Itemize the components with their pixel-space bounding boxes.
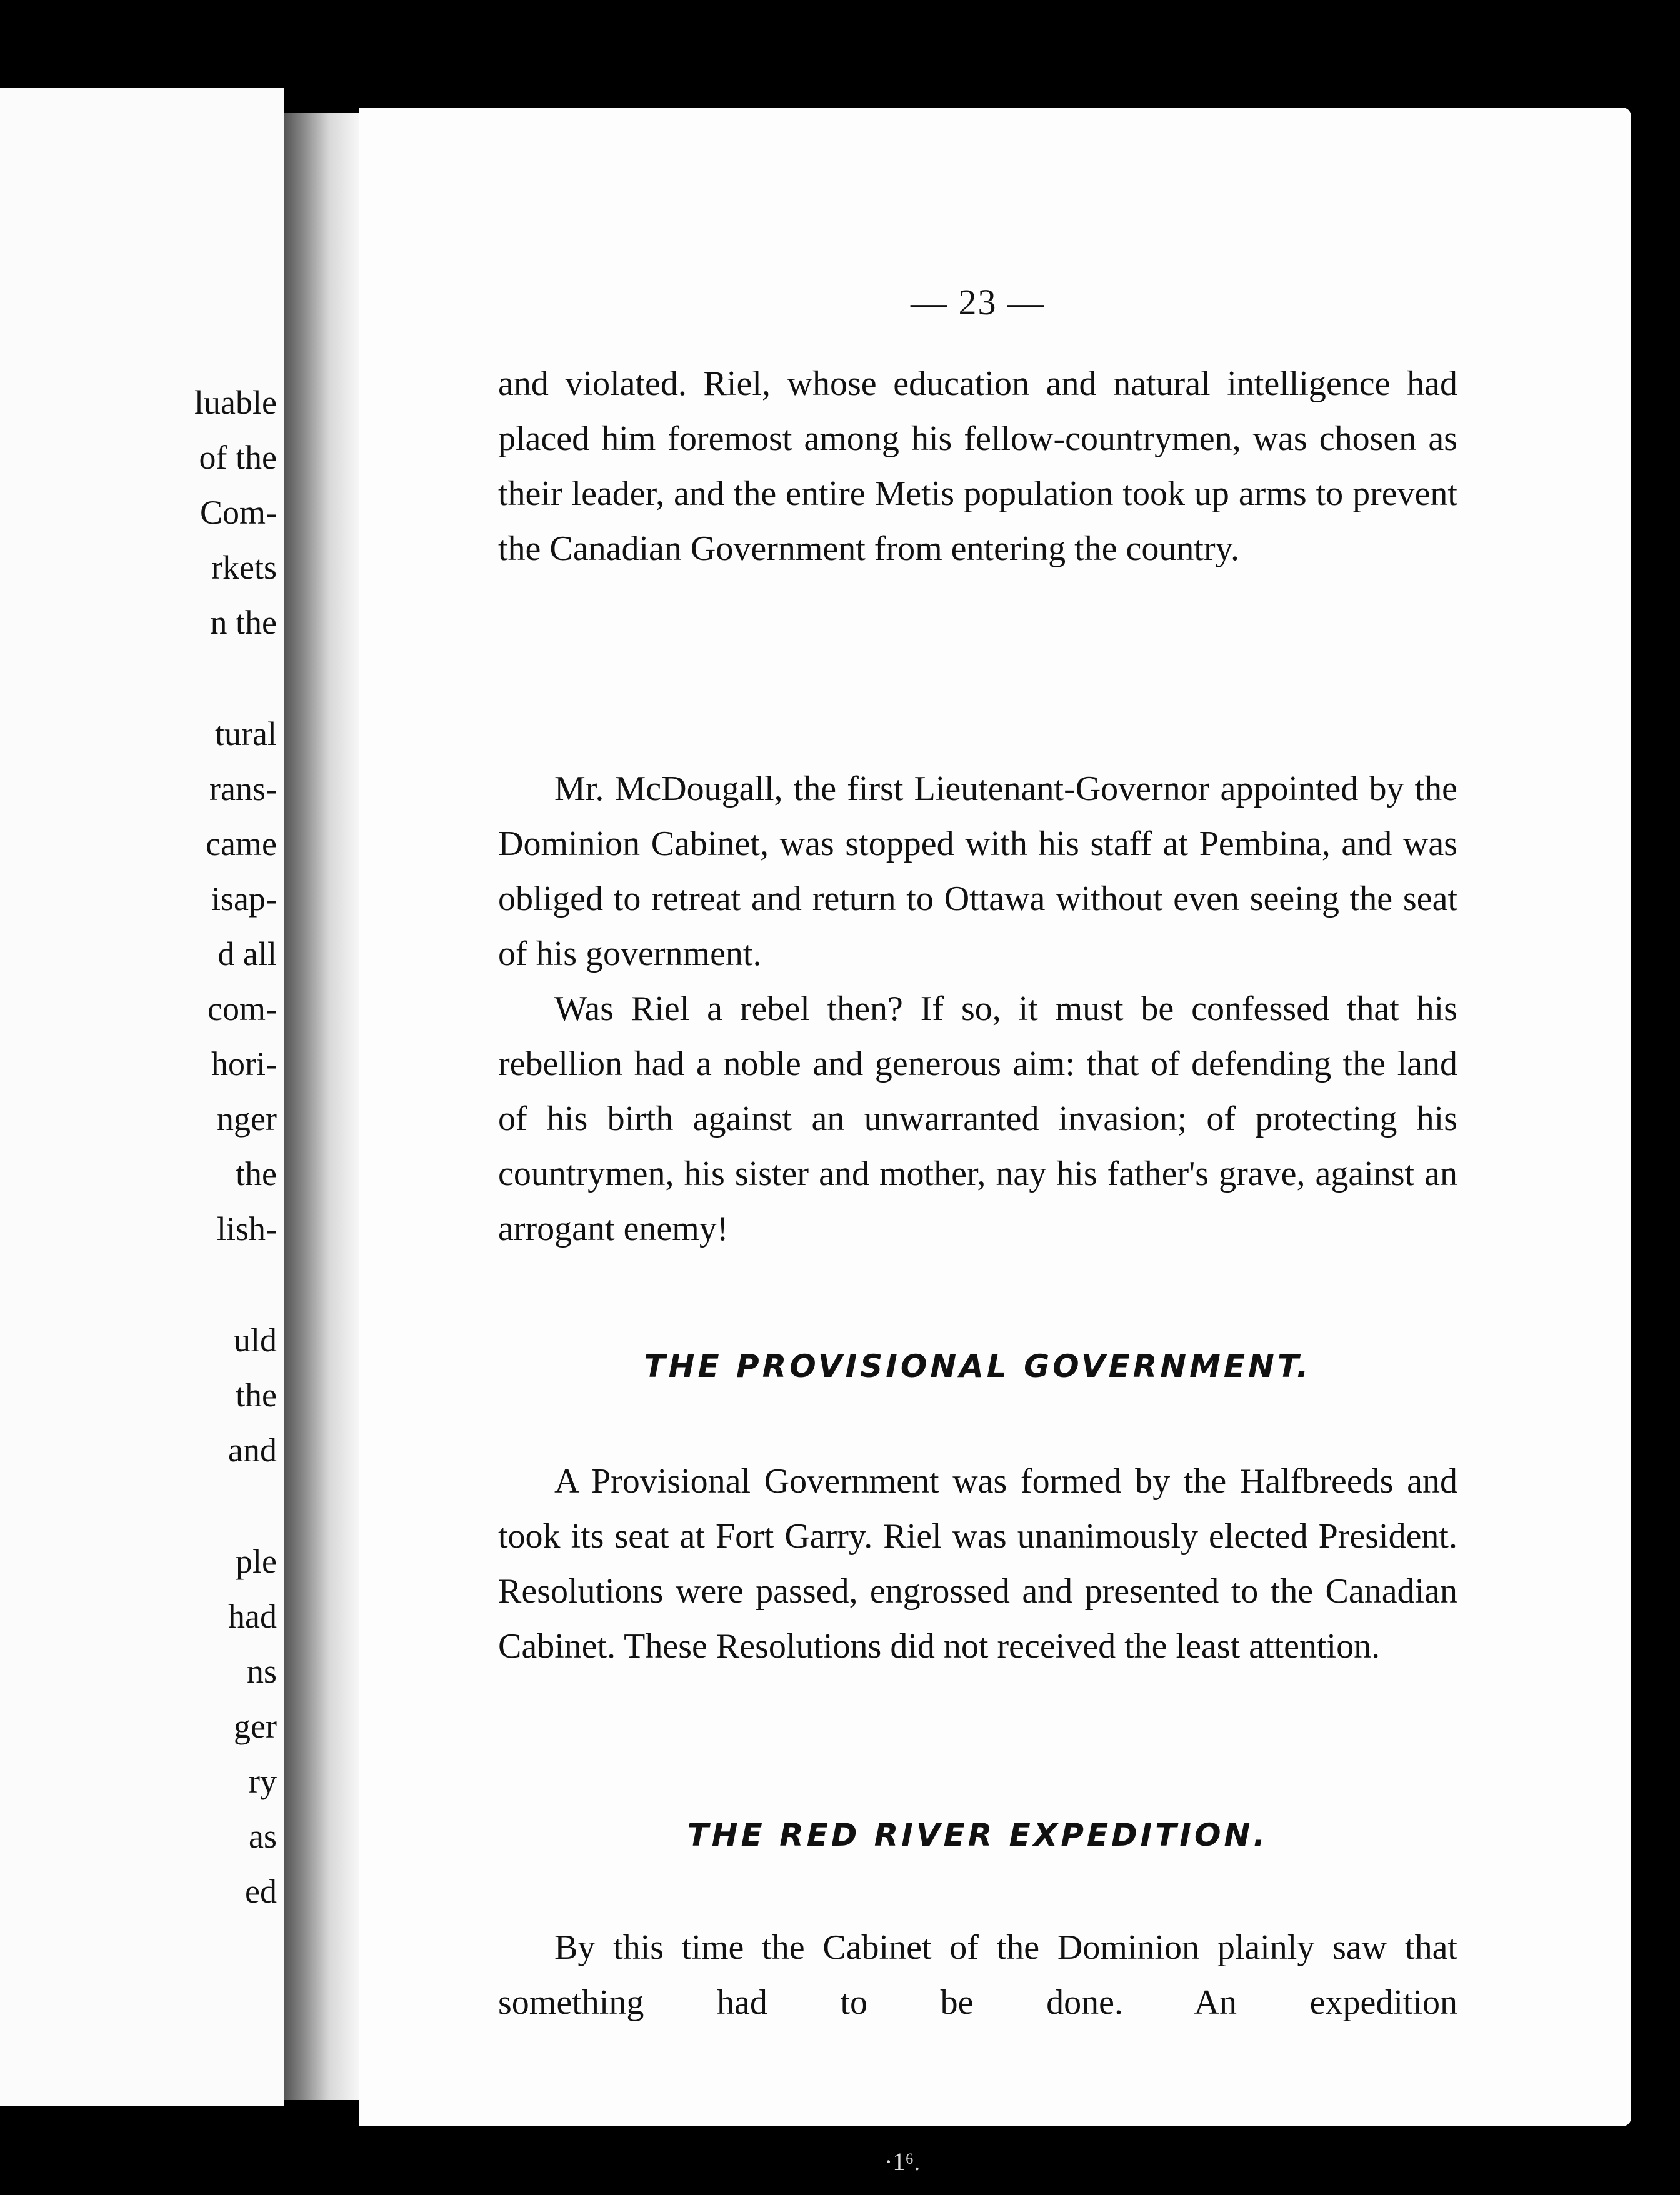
left-page-fragment: and xyxy=(228,1431,277,1469)
left-page-fragment: nger xyxy=(217,1100,277,1138)
scan-mark: ·1⁶. xyxy=(884,2148,921,2176)
left-page-fragment: hori- xyxy=(211,1045,277,1082)
current-page xyxy=(359,108,1631,2126)
left-page-fragment: Com- xyxy=(199,494,277,531)
left-page-fragment: the xyxy=(236,1155,277,1192)
page-number: — 23 — xyxy=(911,282,1045,322)
left-page-fragment: tural xyxy=(215,715,277,752)
left-page-fragment: ns xyxy=(246,1652,277,1690)
left-page-fragment: came xyxy=(206,825,277,862)
left-page-fragment: uld xyxy=(233,1321,277,1359)
left-page-fragment: com- xyxy=(208,990,277,1028)
section-heading-provisional-government: THE PROVISIONAL GOVERNMENT. xyxy=(644,1348,1312,1384)
paragraph-continued: and violated. Riel, whose education and natural intelligence had placed him foremost among his fellow-countrymen, was chosen as their leader, and the entire Metis population took up arms to prevent the Canadian Government from entering the country. xyxy=(498,364,1458,568)
left-page-fragment: luable xyxy=(194,384,277,421)
left-page-fragment: the xyxy=(236,1376,277,1414)
paragraph-mcdougall: Mr. McDougall, the first Lieutenant-Governor appointed by the Dominion Cabinet, was stopped with his staff at Pembina, and was obliged to retreat and return to Ottawa without even seeing the seat of his government. xyxy=(498,769,1458,973)
left-page-fragment: ry xyxy=(249,1762,277,1800)
left-page-fragment: rans- xyxy=(209,770,277,808)
left-page-fragment: ger xyxy=(234,1708,277,1745)
paragraph-provisional-government: A Provisional Government was formed by the Halfbreeds and took its seat at Fort Garry. Riel was unanimously elected President. Resolutions were passed, engrossed and presented to the Canadian Cabinet. These Resolutions did not received the least attention. xyxy=(498,1462,1458,1666)
left-page-fragment: isap- xyxy=(211,880,277,918)
left-page-fragment: of the xyxy=(199,439,277,476)
left-page-fragment: lish- xyxy=(216,1210,277,1248)
left-page-fragment: d all xyxy=(218,935,277,972)
left-page-fragment: as xyxy=(249,1818,277,1855)
section-heading-red-river-expedition: THE RED RIVER EXPEDITION. xyxy=(687,1817,1269,1853)
paragraph-expedition: By this time the Cabinet of the Dominion plainly saw that something had to be done. An expedition xyxy=(498,1928,1458,2022)
left-page-fragment: ed xyxy=(245,1872,277,1910)
previous-page xyxy=(0,88,284,2106)
left-page-fragment: had xyxy=(228,1598,277,1635)
left-page-fragment: ple xyxy=(236,1542,277,1580)
paragraph-riel-rebel: Was Riel a rebel then? If so, it must be confessed that his rebellion had a noble and generous aim: that of defending the land of his birth against an unwarranted invasion; of protecting his countrymen, his sister and mother, nay his father's grave, against an arrogant enemy! xyxy=(498,989,1458,1248)
book-gutter xyxy=(284,112,359,2100)
left-page-fragment: rkets xyxy=(211,549,277,586)
left-page-fragment: n the xyxy=(210,604,277,641)
